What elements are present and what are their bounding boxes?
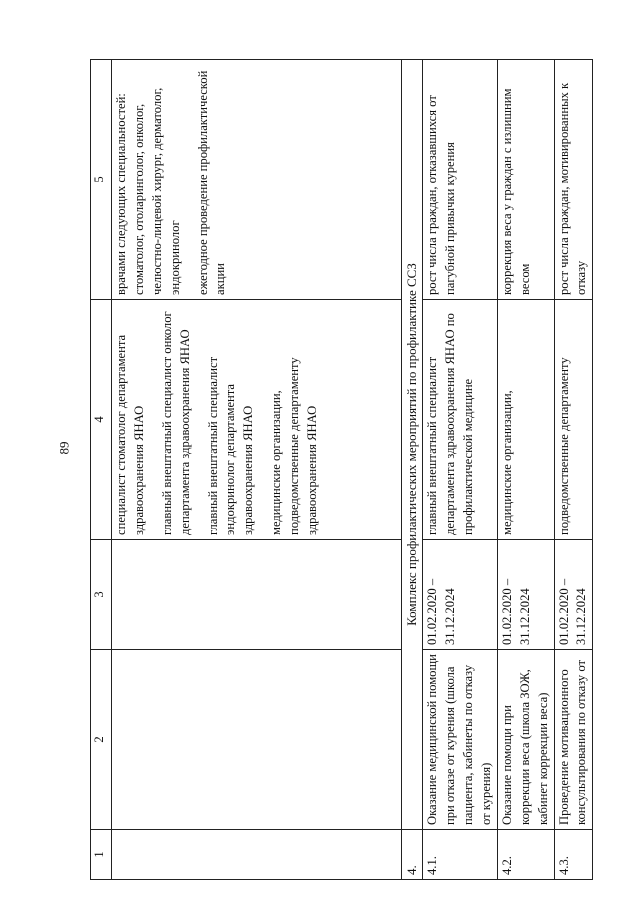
executor-text: специалист стоматолог департамента здравоохранения ЯНАО bbox=[114, 334, 146, 535]
row-result: рост числа граждан, мотивированных к отказу bbox=[554, 60, 593, 300]
continuation-name-cell bbox=[112, 650, 402, 830]
table-row bbox=[423, 60, 498, 880]
continuation-period-cell bbox=[112, 540, 402, 650]
row-period: 01.02.2020 – 31.12.2024 bbox=[423, 540, 498, 650]
section-number: 4. bbox=[402, 830, 423, 880]
row-number: 4.1. bbox=[423, 830, 498, 880]
header-row bbox=[91, 60, 112, 880]
executor-text: главный внештатный специалист эндокринолог департамента здравоохранения ЯНАО bbox=[205, 356, 256, 535]
col-header-2: 2 bbox=[91, 650, 112, 830]
row-number: 4.2. bbox=[497, 830, 554, 880]
row-period: 01.02.2020 – 31.12.2024 bbox=[554, 540, 593, 650]
measures-table bbox=[90, 59, 593, 880]
row-executor: медицинские организации, bbox=[497, 300, 554, 540]
row-name: Оказание помощи при коррекции веса (школа ЗОЖ, кабинет коррекции веса) bbox=[497, 650, 554, 830]
col-header-3: 3 bbox=[91, 540, 112, 650]
row-result: коррекция веса у граждан с излишним весом bbox=[497, 60, 554, 300]
row-number: 4.3. bbox=[554, 830, 593, 880]
table-row bbox=[554, 60, 593, 880]
row-executor: подведомственные департаменту bbox=[554, 300, 593, 540]
executor-text: медицинские организации, подведомственные департаменту здравоохранения ЯНАО bbox=[269, 357, 319, 535]
row-executor: главный внештатный специалист департамента здравоохранения ЯНАО по профилактической медицине bbox=[423, 300, 498, 540]
table-row bbox=[497, 60, 554, 880]
result-text: врачами следующих специальностей: стоматолог, отоларинголог, онколог, челюстно-лицевой хирург, дерматолог, эндокринолог bbox=[114, 87, 182, 295]
row-name: Оказание медицинской помощи при отказе от курения (школа пациента, кабинеты по отказу от курения) bbox=[423, 650, 498, 830]
col-header-5: 5 bbox=[91, 60, 112, 300]
page-number: 89 bbox=[56, 441, 72, 455]
section-row bbox=[402, 60, 423, 880]
row-name: Проведение мотивационного консультирования по отказу от bbox=[554, 650, 593, 830]
col-header-1: 1 bbox=[91, 830, 112, 880]
continuation-result-cell bbox=[112, 60, 402, 300]
continuation-executor-cell bbox=[112, 300, 402, 540]
col-header-4: 4 bbox=[91, 300, 112, 540]
continuation-row bbox=[112, 60, 402, 880]
continuation-num-cell bbox=[112, 830, 402, 880]
executor-text: главный внештатный специалист онколог департамента здравоохранения ЯНАО bbox=[159, 311, 192, 535]
result-text: ежегодное проведение профилактической акции bbox=[195, 70, 228, 295]
row-period: 01.02.2020 – 31.12.2024 bbox=[497, 540, 554, 650]
row-result: рост числа граждан, отказавшихся от пагубной привычки курения bbox=[423, 60, 498, 300]
section-title: Комплекс профилактических мероприятий по профилактике ССЗ bbox=[402, 60, 423, 830]
rotated-table-wrapper bbox=[90, 60, 610, 880]
